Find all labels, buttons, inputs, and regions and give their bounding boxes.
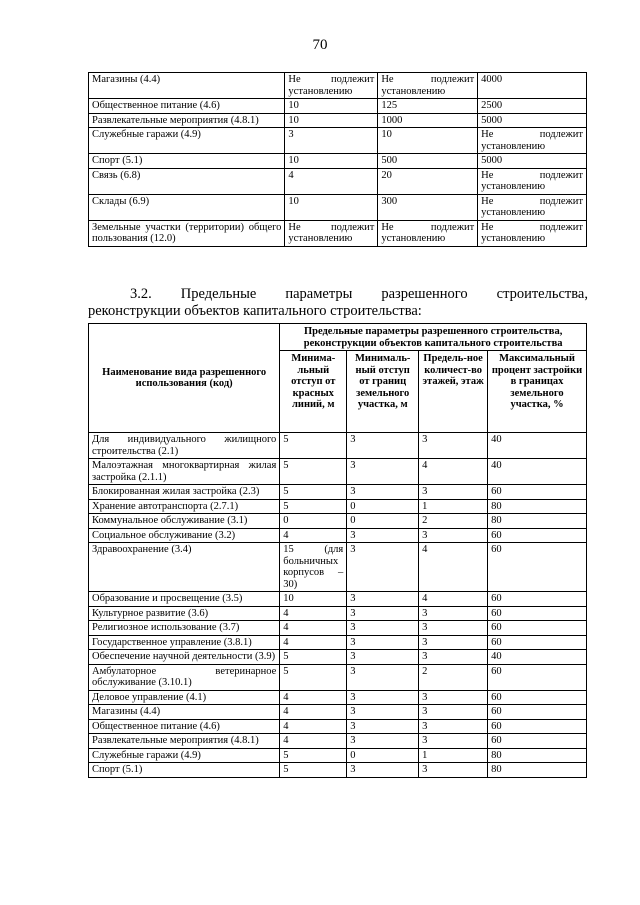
table-cell: Склады (6.9) [89, 194, 285, 220]
table-cell: 4 [419, 592, 488, 607]
header-col-3: Предель-ное количест-во этажей, этаж [419, 351, 488, 433]
table-cell: 3 [347, 528, 419, 543]
table-row [89, 592, 587, 607]
table-cell: 3 [347, 763, 419, 778]
table-cell: 10 [280, 592, 347, 607]
table-cell: Магазины (4.4) [89, 73, 285, 99]
table-cell: 3 [347, 543, 419, 592]
table-cell: Не подлежит установлению [285, 220, 378, 246]
table-row [89, 433, 587, 459]
table-cell: 3 [419, 635, 488, 650]
table-cell: 60 [488, 734, 587, 749]
table-cell: Служебные гаражи (4.9) [89, 748, 280, 763]
table-row [89, 113, 587, 128]
table-row [89, 650, 587, 665]
table-cell: 3 [347, 734, 419, 749]
table-cell: Не подлежит установлению [378, 220, 478, 246]
header-col-2: Минималь-ный отступ от границ земельного участка, м [347, 351, 419, 433]
table-cell: 5 [280, 763, 347, 778]
table-row [89, 543, 587, 592]
table-cell: 4 [280, 635, 347, 650]
table-cell: 80 [488, 499, 587, 514]
table-cell: Общественное питание (4.6) [89, 99, 285, 114]
table-cell: 4 [280, 719, 347, 734]
table-cell: Служебные гаражи (4.9) [89, 128, 285, 154]
table-cell: 0 [280, 514, 347, 529]
table-cell: Не подлежит установлению [285, 73, 378, 99]
table-cell: 40 [488, 459, 587, 485]
table-cell: 60 [488, 690, 587, 705]
table-cell: 3 [419, 528, 488, 543]
table-row [89, 220, 587, 246]
table-cell: 2 [419, 514, 488, 529]
table-cell: Не подлежит установлению [478, 220, 587, 246]
table-row [89, 763, 587, 778]
table-cell: 10 [285, 194, 378, 220]
table-cell: 3 [347, 635, 419, 650]
table-cell: 3 [419, 621, 488, 636]
table-row [89, 705, 587, 720]
table-cell: 60 [488, 543, 587, 592]
table-cell: Здравоохранение (3.4) [89, 543, 280, 592]
table-cell: 2500 [478, 99, 587, 114]
section-word-3: разрешенного [381, 286, 468, 302]
table-cell: 5000 [478, 154, 587, 169]
table-cell: 10 [378, 128, 478, 154]
table-cell: 3 [347, 433, 419, 459]
section-word-1: Предельные [180, 286, 257, 302]
table-cell: Развлекательные мероприятия (4.8.1) [89, 113, 285, 128]
table-cell: 10 [285, 99, 378, 114]
table-cell: 3 [419, 433, 488, 459]
table-cell: Деловое управление (4.1) [89, 690, 280, 705]
page-number: 70 [312, 37, 328, 53]
table-cell: Образование и просвещение (3.5) [89, 592, 280, 607]
table-row [89, 99, 587, 114]
table-cell: Не подлежит установлению [478, 128, 587, 154]
table-row [89, 499, 587, 514]
table-cell: Коммунальное обслуживание (3.1) [89, 514, 280, 529]
table-cell: 60 [488, 485, 587, 500]
table-cell: 3 [347, 621, 419, 636]
table-cell: 5 [280, 459, 347, 485]
table-cell: 4 [280, 705, 347, 720]
table-row [89, 485, 587, 500]
table-cell: 3 [419, 485, 488, 500]
table-cell: 5 [280, 650, 347, 665]
table-cell: 10 [285, 113, 378, 128]
table-cell: 3 [419, 763, 488, 778]
table-cell: 4 [280, 734, 347, 749]
section-word-4: строительства, [496, 286, 588, 302]
table-cell: 60 [488, 635, 587, 650]
table-row [89, 128, 587, 154]
header-col-1: Минима-льный отступ от красных линий, м [280, 351, 347, 433]
table-cell: 4 [280, 606, 347, 621]
table-cell: Развлекательные мероприятия (4.8.1) [89, 734, 280, 749]
table-cell: 5000 [478, 113, 587, 128]
table-cell: 0 [347, 499, 419, 514]
table-cell: 60 [488, 621, 587, 636]
table-cell: 3 [347, 664, 419, 690]
table-1 [88, 72, 587, 247]
table-cell: 40 [488, 650, 587, 665]
table-cell: 4 [419, 459, 488, 485]
table-cell: 125 [378, 99, 478, 114]
table-cell: Спорт (5.1) [89, 763, 280, 778]
header-group: Предельные параметры разрешенного строительства, реконструкции объектов капитального строительства [280, 324, 587, 351]
table-cell: 3 [419, 606, 488, 621]
table-cell: 2 [419, 664, 488, 690]
table-cell: 3 [347, 690, 419, 705]
section-line-2: реконструкции объектов капитального строительства: [88, 303, 422, 319]
table-cell: 10 [285, 154, 378, 169]
table-row [89, 719, 587, 734]
table-cell: 4000 [478, 73, 587, 99]
table-cell: 5 [280, 664, 347, 690]
table-cell: 4 [419, 543, 488, 592]
table-row [89, 664, 587, 690]
table-cell: 3 [347, 485, 419, 500]
header-name-column: Наименование вида разрешенного использования (код) [89, 324, 280, 433]
table-cell: 5 [280, 485, 347, 500]
table-cell: Социальное обслуживание (3.2) [89, 528, 280, 543]
table-row [89, 528, 587, 543]
table-cell: 3 [419, 734, 488, 749]
table-cell: 40 [488, 433, 587, 459]
section-word-2: параметры [285, 286, 353, 302]
table-cell: 3 [347, 459, 419, 485]
table-cell: 4 [280, 528, 347, 543]
table-cell: Амбулаторное ветеринарное обслуживание (3.10.1) [89, 664, 280, 690]
table-row [89, 73, 587, 99]
table-row [89, 168, 587, 194]
table-cell: Не подлежит установлению [378, 73, 478, 99]
section-heading [88, 286, 588, 320]
table-row [89, 690, 587, 705]
table-cell: 15 (для больничных корпусов – 30) [280, 543, 347, 592]
table-cell: 3 [419, 690, 488, 705]
table-cell: 20 [378, 168, 478, 194]
table-cell: 80 [488, 763, 587, 778]
table-cell: 3 [419, 650, 488, 665]
table-cell: 80 [488, 748, 587, 763]
table-row [89, 635, 587, 650]
table-row [89, 621, 587, 636]
table-cell: 60 [488, 606, 587, 621]
table-cell: Хранение автотранспорта (2.7.1) [89, 499, 280, 514]
table-cell: 5 [280, 748, 347, 763]
table-cell: Магазины (4.4) [89, 705, 280, 720]
table-cell: Малоэтажная многоквартирная жилая застройка (2.1.1) [89, 459, 280, 485]
table-cell: 0 [347, 748, 419, 763]
table-cell: 60 [488, 719, 587, 734]
table-2 [88, 323, 587, 778]
table-cell: Земельные участки (территории) общего пользования (12.0) [89, 220, 285, 246]
table-cell: 300 [378, 194, 478, 220]
table-cell: 1000 [378, 113, 478, 128]
table-cell: 3 [347, 606, 419, 621]
table-row [89, 194, 587, 220]
table-cell: Блокированная жилая застройка (2.3) [89, 485, 280, 500]
table-cell: 80 [488, 514, 587, 529]
table-row [89, 514, 587, 529]
table-cell: 3 [347, 705, 419, 720]
table-cell: Для индивидуального жилищного строительства (2.1) [89, 433, 280, 459]
table-row [89, 606, 587, 621]
section-number: 3.2. [130, 286, 152, 302]
table-cell: 3 [419, 719, 488, 734]
table-cell: Общественное питание (4.6) [89, 719, 280, 734]
table-cell: 1 [419, 499, 488, 514]
table-cell: 0 [347, 514, 419, 529]
table-cell: 4 [285, 168, 378, 194]
table-cell: Культурное развитие (3.6) [89, 606, 280, 621]
table-cell: 3 [419, 705, 488, 720]
table-row [89, 734, 587, 749]
table-cell: Обеспечение научной деятельности (3.9) [89, 650, 280, 665]
table-cell: Государственное управление (3.8.1) [89, 635, 280, 650]
table-cell: Связь (6.8) [89, 168, 285, 194]
table-row [89, 459, 587, 485]
table-cell: Не подлежит установлению [478, 168, 587, 194]
table-cell: Спорт (5.1) [89, 154, 285, 169]
table-cell: 500 [378, 154, 478, 169]
table-cell: 60 [488, 528, 587, 543]
header-col-4: Максимальный процент застройки в границах земельного участка, % [488, 351, 587, 433]
table-cell: 5 [280, 499, 347, 514]
table-cell: 4 [280, 621, 347, 636]
table-cell: 3 [347, 650, 419, 665]
table-cell: 1 [419, 748, 488, 763]
table-cell: 3 [347, 592, 419, 607]
table-cell: 60 [488, 592, 587, 607]
table-cell: 3 [347, 719, 419, 734]
table-cell: 4 [280, 690, 347, 705]
table-cell: Не подлежит установлению [478, 194, 587, 220]
table-cell: 5 [280, 433, 347, 459]
table-cell: 3 [285, 128, 378, 154]
table-cell: 60 [488, 705, 587, 720]
table-row [89, 748, 587, 763]
table-cell: Религиозное использование (3.7) [89, 621, 280, 636]
table-cell: 60 [488, 664, 587, 690]
table-row [89, 154, 587, 169]
